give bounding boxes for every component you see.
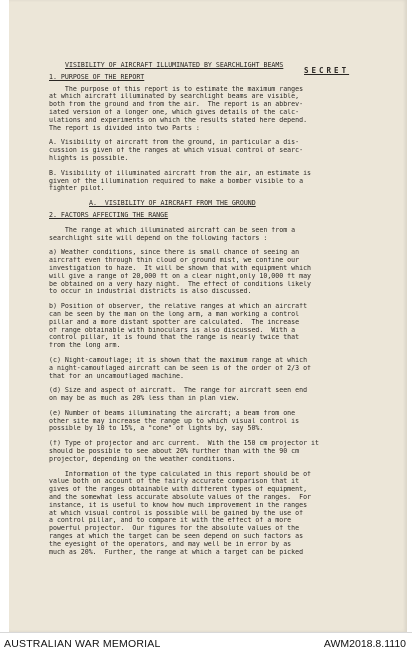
text-line: at which aircraft illuminated by searchlight beams are visible,: [49, 93, 300, 101]
text-line: both from the ground and from the air. The report is an abbrev-: [49, 101, 304, 109]
text-line: to occur in industrial districts is also discussed.: [49, 288, 252, 296]
text-line: be obtained on a very hazy night. The effect of conditions likely: [49, 280, 312, 288]
text-line: The range at which illuminated aircraft can be seen from a: [49, 226, 296, 234]
section-1-heading: 1. PURPOSE OF THE REPORT: [49, 73, 145, 81]
text-line: other site may increase the range up to which visual control is: [49, 417, 300, 425]
text-line: ranges at which the target can be seen depend on such factors as: [49, 533, 304, 541]
classification-stamp: SECRET: [304, 66, 350, 75]
part-a-heading: A. VISIBILITY OF AIRCRAFT FROM THE GROUND: [89, 200, 256, 208]
text-line: (e) Number of beams illuminating the aircraft; a beam from one: [49, 409, 296, 417]
text-line: B. Visibility of illuminated aircraft from the air, an estimate is: [49, 169, 312, 177]
text-line: projector, depending on the weather conditions.: [49, 455, 236, 463]
text-line: The purpose of this report is to estimate the maximum ranges: [49, 85, 304, 93]
text-line: the eyesight of the operators, and may well be in error by as: [49, 540, 292, 548]
text-line: will give a range of 20,000 ft on a clear night,only 10,000 ft may: [49, 272, 312, 280]
footer-attribution: AUSTRALIAN WAR MEMORIAL: [4, 638, 161, 650]
text-line: given of the illumination required to make a bomber visible to a: [49, 177, 304, 185]
text-line: fighter pilot.: [49, 185, 105, 193]
document-title: VISIBILITY OF AIRCRAFT ILLUMINATED BY SEARCHLIGHT BEAMS: [65, 62, 284, 69]
footer-bar: [0, 632, 412, 654]
text-line: can be seen by the man on the long arm, a man working a control: [49, 310, 300, 318]
section-2-intro: [49, 227, 365, 243]
document-page: [9, 0, 407, 632]
factor-size-aspect: [49, 387, 365, 403]
text-line: The report is divided into two Parts :: [49, 124, 200, 132]
text-line: hlights is possible.: [49, 154, 129, 162]
section-2-heading: 2. FACTORS AFFECTING THE RANGE: [49, 211, 169, 219]
text-line: value both on account of the fairly accurate comparison that it: [49, 478, 300, 486]
part-b-summary: [49, 170, 365, 193]
text-line: that for an uncamouflaged machine.: [49, 372, 184, 380]
text-line: powerful projector. Our figures for the absolute values of the: [49, 525, 300, 533]
factor-position: [49, 303, 365, 350]
text-line: much as 20%. Further, the range at which a target can be picked: [49, 548, 304, 556]
text-line: from the long arm.: [49, 342, 121, 350]
text-line: a) Weather conditions, since there is small chance of seeing an: [49, 249, 300, 257]
text-line: possible by 10 to 15%, a "cone" of lights by, say 50%.: [49, 425, 264, 433]
closing-paragraph: [49, 471, 365, 557]
text-line: a night-camouflaged aircraft can be seen is of the order of 2/3 of: [49, 364, 312, 372]
text-line: control pillar, it is found that the range is nearly twice that: [49, 334, 300, 342]
text-line: gives of the ranges obtainable with different types of equipment,: [49, 486, 308, 494]
text-line: instance, it is useful to know how much improvement in the ranges: [49, 501, 308, 509]
text-line: ulations and experiments on which the results stated here depend.: [49, 116, 308, 124]
text-line: a control pillar, and to compare it with the effect of a more: [49, 517, 292, 525]
text-line: (d) Size and aspect of aircraft. The range for aircraft seen end: [49, 387, 308, 395]
section-1-paragraph: [49, 86, 365, 133]
text-line: at which visual control is possible will be gained by the use of: [49, 509, 304, 517]
text-line: pillar and a more distant spotter are calculated. The increase: [49, 318, 300, 326]
factor-weather: [49, 249, 365, 296]
text-line: should be possible to see about 20% further than with the 90 cm: [49, 448, 300, 456]
text-line: iated version of a longer one, which gives details of the calc-: [49, 108, 300, 116]
text-line: aircraft even through thin cloud or ground mist, we confine our: [49, 257, 300, 265]
text-line: Information of the type calculated in this report should be of: [49, 470, 312, 478]
footer-accession-number: AWM2018.8.1110: [323, 638, 406, 650]
text-line: b) Position of observer, the relative ranges at which an aircraft: [49, 303, 308, 311]
factor-projector-type: [49, 440, 365, 463]
part-a-summary: [49, 139, 365, 162]
text-line: on may be as much as 20% less than in plan view.: [49, 395, 240, 403]
text-line: (c) Night-camouflage; it is shown that the maximum range at which: [49, 356, 308, 364]
text-line: investigation to haze. It will be shown that with equipment which: [49, 264, 312, 272]
text-line: A. Visibility of aircraft from the ground, in particular a dis-: [49, 139, 300, 147]
text-line: of range obtainable with binoculars is also discussed. With a: [49, 326, 296, 334]
text-line: and the somewhat less accurate absolute values of the ranges. For: [49, 494, 312, 502]
text-line: cussion is given of the ranges at which visual control of searc-: [49, 147, 304, 155]
document-body: [49, 62, 365, 556]
factor-number-of-beams: [49, 410, 365, 433]
text-line: (f) Type of projector and arc current. With the 150 cm projector it: [49, 440, 319, 448]
factor-camouflage: [49, 357, 365, 380]
text-line: searchlight site will depend on the following factors :: [49, 234, 268, 242]
